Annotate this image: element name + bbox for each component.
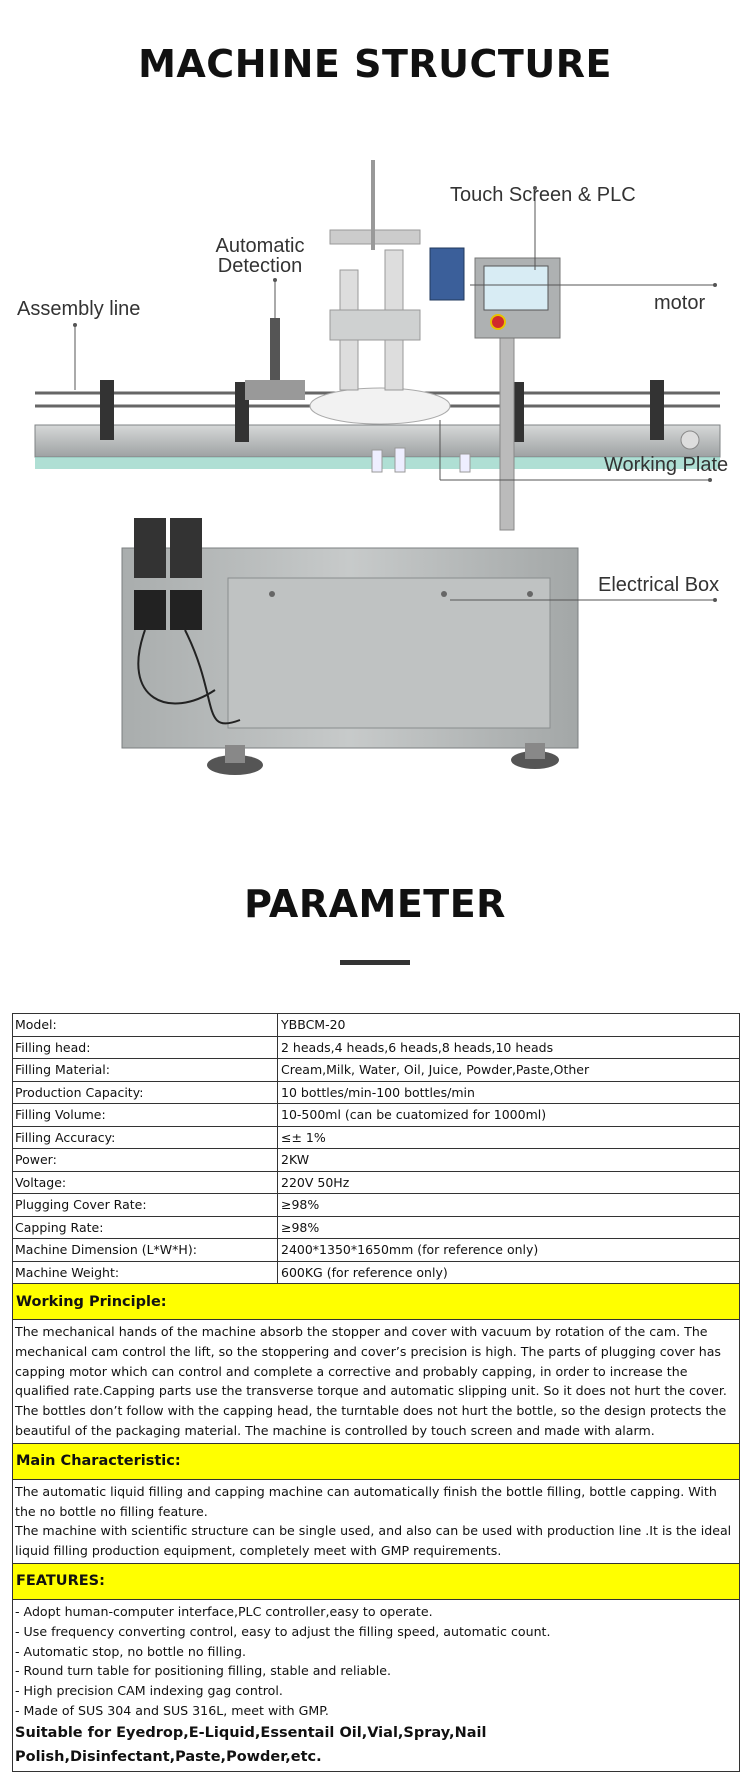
param-row [13, 1059, 739, 1082]
param-value: 2400*1350*1650mm (for reference only) [281, 1242, 539, 1258]
param-value: ≥98% [281, 1197, 320, 1213]
feature-item: - Made of SUS 304 and SUS 316L, meet with GMP. [15, 1702, 329, 1718]
machine-drawing [0, 160, 750, 800]
param-row [13, 1037, 739, 1060]
param-key: Production Capacity: [13, 1082, 278, 1104]
features-heading: FEATURES: [13, 1564, 739, 1600]
feature-item: - Round turn table for positioning filling, stable and reliable. [15, 1663, 392, 1679]
section-divider [340, 960, 410, 965]
param-row [13, 1217, 739, 1240]
working-principle-paragraph: The mechanical hands of the machine absorb the stopper and cover with vacuum by rotation of the cam. The mechanical cam control the lift, so the stoppering and cover’s precision is high. The parts of plugging cover has capping motor which can control and complete a corrective and probably capping, in order to increase the qualified rate.Capping parts use the transverse torque and automatic slipping unit. So it does not hurt the cover. The bottles don’t follow with the capping head, the turntable does not hurt the bottle, so the design protects the beautiful of the packaging material. The machine is controlled by touch screen and made with alarm. [15, 1324, 727, 1438]
main-characteristic-paragraph-2: The machine with scientific structure can be single used, and also can be used with production line .It is the ideal liquid filling production equipment, completely meet with GMP requirements. [15, 1523, 732, 1559]
param-key: Power: [13, 1149, 278, 1171]
feature-item: - Adopt human-computer interface,PLC controller,easy to operate. [15, 1603, 433, 1619]
param-row [13, 1194, 739, 1217]
working-principle-text [13, 1320, 739, 1444]
machine-structure-title: MACHINE STRUCTURE [138, 42, 612, 86]
param-row [13, 1262, 739, 1285]
param-key: Plugging Cover Rate: [13, 1194, 278, 1216]
param-key: Filling Material: [13, 1059, 278, 1081]
callout-automatic-detection-line2: Detection [217, 255, 303, 277]
param-key: Capping Rate: [13, 1217, 278, 1239]
param-value: YBBCM-20 [281, 1017, 346, 1033]
callout-electrical-box: Electrical Box [598, 574, 720, 596]
feature-items [15, 1602, 736, 1721]
callout-motor: motor [654, 292, 706, 314]
param-value: 2KW [281, 1152, 310, 1168]
callout-touch-screen: Touch Screen & PLC [450, 184, 636, 206]
param-key: Machine Weight: [13, 1262, 278, 1284]
param-key: Filling Accuracy: [13, 1127, 278, 1149]
param-row [13, 1014, 739, 1037]
suitable-for-line: Suitable for Eyedrop,E-Liquid,Essentail Oil,Vial,Spray,Nail Polish,Disinfectant,Paste,Powder,etc. [15, 1724, 487, 1765]
main-characteristic-paragraph-1: The automatic liquid filling and capping machine can automatically finish the bottle filling, bottle capping. With the no bottle no filling feature. [15, 1483, 717, 1519]
param-row [13, 1239, 739, 1262]
parameter-table [12, 1013, 740, 1772]
features-list [13, 1600, 739, 1771]
param-row [13, 1149, 739, 1172]
param-value: 600KG (for reference only) [281, 1264, 448, 1280]
callout-automatic-detection-line1: Automatic [215, 235, 305, 257]
parameter-title: PARAMETER [244, 882, 506, 926]
machine-illustration [0, 160, 750, 800]
feature-item: - Use frequency converting control, easy to adjust the filling speed, automatic count. [15, 1623, 551, 1639]
feature-item: - High precision CAM indexing gag control. [15, 1683, 283, 1699]
parameter-rows [13, 1014, 739, 1284]
param-value: 10 bottles/min-100 bottles/min [281, 1084, 475, 1100]
param-row [13, 1082, 739, 1105]
param-value: ≥98% [281, 1219, 320, 1235]
main-characteristic-text [13, 1480, 739, 1564]
main-characteristic-heading: Main Characteristic: [13, 1444, 739, 1480]
param-row [13, 1172, 739, 1195]
param-key: Voltage: [13, 1172, 278, 1194]
param-value: Cream,Milk, Water, Oil, Juice, Powder,Paste,Other [281, 1062, 590, 1078]
param-value: ≤± 1% [281, 1129, 326, 1145]
param-value: 2 heads,4 heads,6 heads,8 heads,10 heads [281, 1039, 554, 1055]
callout-working-plate: Working Plate [604, 454, 729, 476]
callout-automatic-detection [215, 236, 305, 276]
param-value: 220V 50Hz [281, 1174, 350, 1190]
param-key: Machine Dimension (L*W*H): [13, 1239, 278, 1261]
callout-assembly-line: Assembly line [17, 298, 141, 320]
working-principle-heading: Working Principle: [13, 1284, 739, 1320]
param-row [13, 1127, 739, 1150]
param-row [13, 1104, 739, 1127]
param-key: Filling head: [13, 1037, 278, 1059]
param-value: 10-500ml (can be cuatomized for 1000ml) [281, 1107, 547, 1123]
param-key: Filling Volume: [13, 1104, 278, 1126]
param-key: Model: [13, 1014, 278, 1036]
feature-item: - Automatic stop, no bottle no filling. [15, 1643, 246, 1659]
